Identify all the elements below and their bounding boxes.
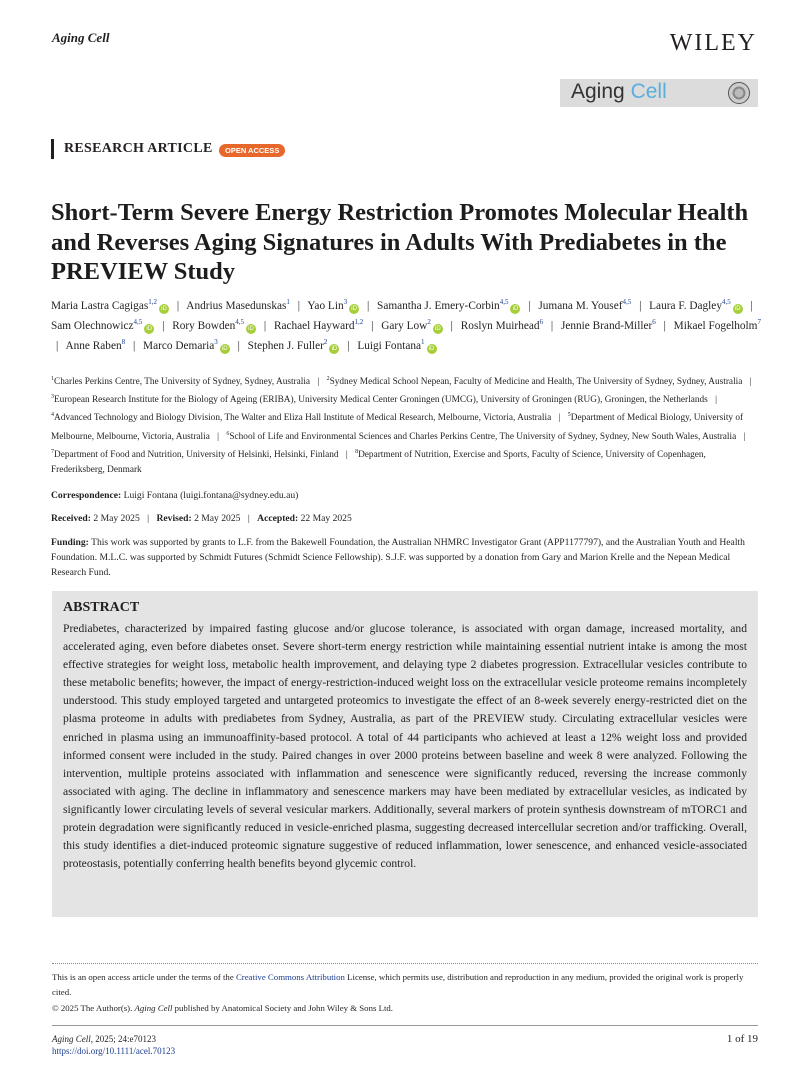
author-name: Stephen J. Fuller [247,340,324,353]
affiliation-separator: | [217,431,220,442]
author-separator: | [176,299,180,312]
author-name: Anne Raben [65,340,122,353]
accepted-label: Accepted: [257,513,299,524]
author-name: Marco Demaria [143,340,215,353]
author-name: Luigi Fontana [357,340,422,353]
author[interactable] [307,300,359,312]
banner-title [571,80,667,104]
author-affiliation: 8 [121,338,126,347]
author-name: Yao Lin [307,299,344,312]
author-list [51,294,771,355]
affiliation-number: 2 [326,376,330,382]
author-separator: | [347,340,350,353]
author-separator: | [263,320,267,333]
license-note [52,970,758,1000]
author-affiliation: 4,5 [622,298,632,306]
footer-journal: Aging Cell, [52,1034,93,1044]
author-separator: | [550,320,554,333]
affiliation-text: Charles Perkins Centre, The University of Sydney, Sydney, Australia [54,377,311,388]
abstract-box [52,591,758,917]
author-separator: | [663,320,666,333]
affiliation-number: 6 [226,430,230,437]
correspondence-label: Correspondence: [51,490,122,501]
author-separator: | [528,299,531,312]
author-name: Rachael Hayward [273,320,355,333]
author-separator: | [56,340,59,353]
affiliation [51,413,551,423]
footer-volume: 2025; 24:e70123 [93,1034,156,1044]
author-separator: | [750,299,753,312]
orcid-icon[interactable]: iD [427,344,437,354]
author-separator: | [162,320,165,333]
affiliation [51,395,708,405]
author-affiliation: 6 [539,318,544,327]
license-post: License, which permits use, distribution and reproduction in any medium, provided the original work is properly cited. [52,972,744,997]
correspondence-name: Luigi Fontana [123,490,178,501]
author-affiliation: 1 [286,298,290,306]
author-name: Mikael Fogelholm [673,320,758,333]
author[interactable] [357,340,436,352]
author[interactable] [674,320,761,332]
author[interactable] [186,300,290,312]
banner-aging: Aging [571,80,625,103]
journal-banner [560,79,758,107]
author-affiliation: 4,5 [499,298,509,306]
affiliation [51,377,310,387]
copyright-post: published by Anatomical Society and John Wiley & Sons Ltd. [172,1003,393,1013]
affiliations [51,372,761,478]
affiliation-separator: | [749,377,752,388]
author-affiliation: 6 [652,318,656,327]
author-name: Rory Bowden [172,320,236,333]
author-separator: | [297,299,300,312]
funding [51,535,761,580]
author-name: Maria Lastra Cagigas [51,299,149,312]
author[interactable] [248,340,340,352]
license-link[interactable]: Creative Commons Attribution [235,972,345,982]
orcid-icon[interactable]: iD [510,304,520,314]
revised-date: 2 May 2025 [194,513,241,524]
funding-text: This work was supported by grants to L.F. from the Bakewell Foundation, the Australian NHMRC Investigator Grant (APP1177797), and the Australian Youth and Health Foundation. M.L.C. was supported by Schmidt Futures (Schmidt Science Fellowship). S.J.F. was supported by a donation from Gary and Marion Krelle and the Nepean Medical Research Fund. [51,537,745,578]
author-name: Jumana M. Yousef [538,299,623,312]
correspondence [51,490,298,501]
orcid-icon[interactable]: iD [144,324,154,334]
banner-cell: Cell [630,80,667,103]
society-seal-icon [728,82,750,104]
author-separator: | [366,299,370,312]
affiliation [226,432,736,442]
separator: | [247,513,250,524]
revised-label: Revised: [156,513,192,524]
affiliation [51,450,339,460]
copyright-journal: Aging Cell [134,1003,173,1013]
author-affiliation: 2 [323,338,328,347]
orcid-icon[interactable]: iD [329,344,339,354]
affiliation-number: 7 [51,448,54,455]
author-affiliation: 2 [427,318,431,327]
author-affiliation: 4,5 [133,318,143,327]
orcid-icon[interactable]: iD [159,304,169,314]
affiliation-text: Sydney Medical School Nepean, Faculty of Medicine and Health, The University of Sydney, Sydney, Australia [329,377,743,388]
accepted-date: 22 May 2025 [300,513,352,524]
author[interactable] [65,340,125,352]
doi-link[interactable]: https://doi.org/10.1111/acel.70123 [52,1046,176,1056]
copyright-pre: © 2025 The Author(s). [52,1003,135,1013]
affiliation-separator: | [715,395,717,406]
author[interactable] [51,320,154,332]
page-number: 1 of 19 [726,1033,758,1045]
affiliation-text: Department of Nutrition, Exercise and Sports, Faculty of Science, University of Copenhagen, Frederiksberg, Denmark [51,449,706,475]
author[interactable] [538,300,631,312]
received-date: 2 May 2025 [93,513,140,524]
footnote-divider [52,963,758,964]
funding-label: Funding: [51,537,89,548]
article-title: Short-Term Severe Energy Restriction Promotes Molecular Health and Reverses Aging Signatures in Adults With Prediabetes in the PREVIEW Study [51,199,749,285]
author-affiliation: 4,5 [721,298,731,306]
author[interactable] [274,320,363,332]
affiliation [327,377,743,387]
affiliation-separator: | [345,449,348,460]
orcid-icon[interactable]: iD [246,324,256,334]
affiliation-number: 4 [51,412,54,419]
affiliation-separator: | [558,413,561,424]
author[interactable] [649,300,743,312]
affiliation-number: 1 [51,376,54,382]
author[interactable] [51,300,169,312]
author-affiliation: 4,5 [235,318,245,327]
journal-name: Aging Cell [52,30,110,45]
author[interactable] [381,320,443,332]
author-name: Samantha J. Emery-Corbin [377,299,500,312]
affiliation-text: Advanced Technology and Biology Division, The Walter and Eliza Hall Institute of Medical Research, Melbourne, Victoria, Australia [54,413,552,424]
publisher-logo: WILEY [669,30,757,56]
author[interactable] [561,320,656,332]
author-separator: | [639,299,642,312]
author-separator: | [371,320,374,333]
affiliation-number: 8 [355,448,359,455]
author-separator: | [237,340,240,353]
author-affiliation: 1 [421,338,425,347]
abstract-text: Prediabetes, characterized by impaired fasting glucose and/or glucose tolerance, is associated with organ damage, increased mortality, and accelerated aging, even before diabetes onset. Severe short-term energy restriction while maintaining essential nutrient intake is among the most effective strategies for weight loss, metabolic health improvement, and delaying type 2 diabetes progression. Extracellular vesicles contribute to these metabolic benefits; however, the impact of energy-restriction-induced weight loss on the extracellular vesicle proteome remains incompletely understood. This study employed targeted and untargeted proteomics to investigate the effect of an 8-week severely energy-restricted diet on the plasma proteome in adults with prediabetes from Sydney, Australia, as part of the PREVIEW study. Circulating extracellular vesicles were enriched in plasma using an immunoaffinity-based protocol. A total of 44 participants who achieved at least a 12% weight loss and provided informed consent were included in the study. Paired changes in over 2000 proteins between baseline and week 8 were analyzed. Following the intervention, multiple proteins associated with inflammation and senescence were significantly reduced, reversing the increase commonly associated with aging. The decline in inflammatory and senescence markers may have been mediated by extracellular vesicles, as indicated by significantly lower circulating levels of several vesicular markers. Additionally, several markers of protein synthesis downstream of mTORC1 and protein degradation were significantly reduced in vesicle-enriched plasma, suggesting decreased intercellular secretion and/or trafficking. Overall, this study identifies a diet-induced proteomic signature suggestive of reduced inflammation, lower senescence, and enhanced vesicle-associated proteostasis, potentially conferring health benefits beyond glycemic control. [63,622,747,871]
author-separator: | [132,340,136,353]
copyright [52,1003,393,1013]
footer-divider [52,1025,758,1026]
affiliation-text: Department of Medical Biology, University of Melbourne, Melbourne, Victoria, Australia [51,413,744,442]
article-type-bar [51,139,54,159]
author-name: Roslyn Muirhead [460,320,540,333]
article-dates [51,513,352,524]
author-affiliation: 1,2 [148,298,157,306]
orcid-icon[interactable]: iD [220,344,230,354]
orcid-icon[interactable]: iD [349,304,359,314]
license-pre: This is an open access article under the terms of the [52,972,236,982]
affiliation-text: School of Life and Environmental Sciences and Charles Perkins Centre, The University of Sydney, Sydney, New South Wales, Australia [229,431,737,442]
separator: | [147,513,150,524]
author-affiliation: 7 [757,318,761,327]
author-name: Gary Low [381,320,428,333]
author-name: Laura F. Dagley [649,299,722,312]
author-separator: | [450,320,453,333]
author[interactable] [461,320,543,332]
correspondence-email[interactable]: (luigi.fontana@sydney.edu.au) [180,490,299,501]
author-affiliation: 1,2 [354,318,364,327]
author-affiliation: 3 [343,298,348,306]
affiliation-text: Department of Food and Nutrition, University of Helsinki, Helsinki, Finland [54,449,339,460]
abstract-heading: ABSTRACT [63,600,140,615]
affiliation-number: 3 [51,394,54,401]
received-label: Received: [51,513,91,524]
author[interactable] [172,320,256,332]
author-name: Jennie Brand-Miller [560,320,653,333]
author[interactable] [143,340,230,352]
affiliation-text: European Research Institute for the Biology of Ageing (ERIBA), University Medical Center Groningen (UMCG), University of Groningen (RUG), Groningen, the Netherlands [54,395,708,406]
author-name: Andrius Masedunskas [186,299,287,312]
affiliation-number: 5 [567,412,571,419]
orcid-icon[interactable]: iD [733,304,743,314]
author-affiliation: 3 [214,338,218,347]
affiliation-separator: | [743,431,746,442]
footer-citation [52,1033,175,1057]
open-access-badge: OPEN ACCESS [219,144,285,157]
author-name: Sam Olechnowicz [51,320,134,333]
orcid-icon[interactable]: iD [433,324,443,334]
article-type: RESEARCH ARTICLE [64,141,213,156]
author[interactable] [377,300,520,312]
affiliation-separator: | [317,377,320,388]
